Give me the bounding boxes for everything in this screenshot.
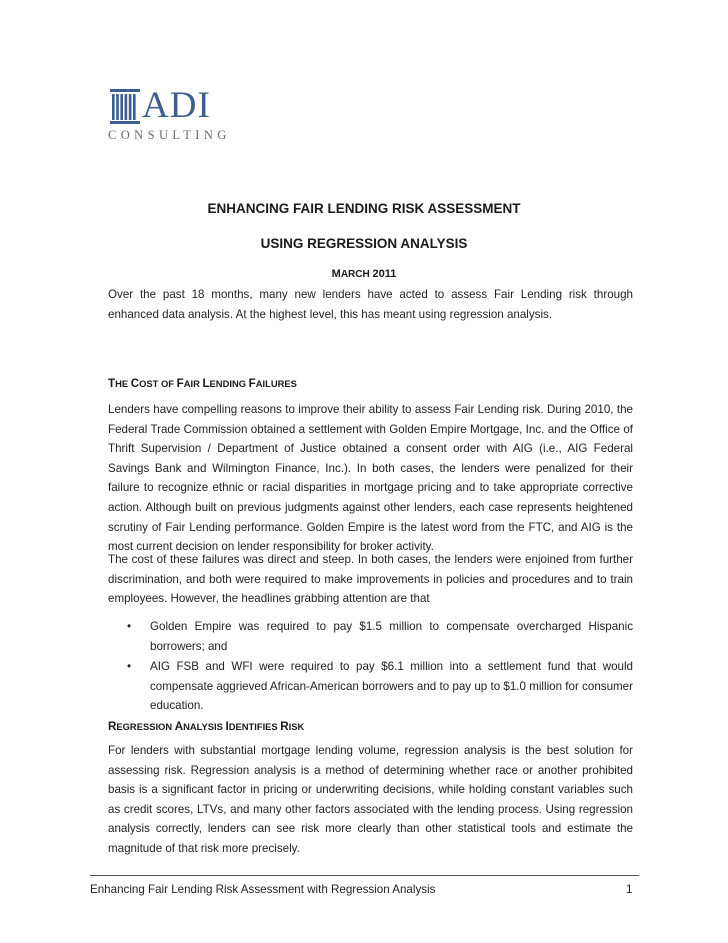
date-year: 2011 [372, 268, 397, 280]
document-date [0, 268, 728, 280]
smallcaps-rest: ISK [288, 721, 305, 732]
document-title-line2 [0, 236, 728, 251]
smallcaps-initial: R [392, 201, 402, 216]
column-logo-icon [109, 86, 143, 128]
smallcaps-rest: NALYSIS [183, 721, 226, 732]
bullet-icon: • [127, 620, 132, 633]
smallcaps-initial: R [307, 236, 317, 251]
smallcaps-rest: OST OF [139, 378, 177, 389]
logo-subtitle: CONSULTING [108, 128, 231, 142]
document-title-line1 [0, 201, 728, 216]
footer-divider [90, 875, 639, 876]
smallcaps-rest: EGRESSION [316, 236, 401, 251]
smallcaps-rest: AILURES [255, 378, 297, 389]
smallcaps-initial: R [280, 720, 289, 733]
smallcaps-initial: A [174, 720, 184, 733]
smallcaps-initial: A [427, 201, 438, 216]
smallcaps-rest: NHANCING [216, 201, 293, 216]
page-number: 1 [626, 883, 633, 896]
smallcaps-initial: F [176, 377, 184, 390]
logo-name: ADI [142, 85, 211, 126]
intro-paragraph: Over the past 18 months, many new lenders have acted to assess Fair Lending risk through enhanced data analysis. At the highest level, this has meant using regression analysis. [108, 288, 633, 321]
smallcaps-rest: ISK [401, 201, 428, 216]
smallcaps-initial: E [207, 201, 217, 216]
smallcaps-initial: I [225, 720, 229, 733]
section1-paragraph1: Lenders have compelling reasons to improve their ability to assess Fair Lending risk. During 2010, the Federal Trade Commission obtained a settlement with Golden Empire Mortgage, Inc. and the Office of Thrift Supervision / Department of Justice obtained a consent order with AIG (i.e., AIG Federal Savings Bank and Wilmington Finance, Inc.). In both cases, the lenders were penalized for their failure to recognize ethnic or racial disparities in mortgage pricing and to take appropriate corrective action. Although built on previous judgments against other lenders, each case represents heightened scrutiny of Fair Lending performance. Golden Empire is the latest word from the FTC, and AIG is the most current decision on lender responsibility for broker activity. [108, 403, 633, 554]
smallcaps-initial: F [248, 377, 256, 390]
date-cap: M [331, 268, 341, 280]
smallcaps-rest: ENDING [335, 201, 392, 216]
smallcaps-rest: HE [115, 378, 131, 389]
list-item-text: Golden Empire was required to pay $1.5 million to compensate overcharged Hispanic borrowers; and [150, 620, 633, 653]
smallcaps-initial: R [108, 720, 117, 733]
section-heading-regression [108, 720, 304, 733]
smallcaps-rest: AIR [183, 378, 203, 389]
bullet-icon: • [127, 660, 132, 673]
date-rest: ARCH [340, 269, 370, 280]
smallcaps-rest: EGRESSION [116, 721, 175, 732]
smallcaps-initial: F [292, 201, 301, 216]
smallcaps-rest: DENTIFIES [228, 721, 281, 732]
smallcaps-initial: A [400, 236, 411, 251]
smallcaps-rest: AIR [300, 201, 328, 216]
list-item-text: AIG FSB and WFI were required to pay $6.1 million into a settlement fund that would compensate aggrieved African-American borrowers and to pay up to $1.0 million for consumer education. [150, 660, 633, 713]
smallcaps-rest: SSESSMENT [437, 201, 521, 216]
smallcaps-initial: C [130, 377, 140, 390]
footer-title: Enhancing Fair Lending Risk Assessment with Regression Analysis [90, 883, 436, 896]
section2-paragraph: For lenders with substantial mortgage lending volume, regression analysis is the best solution for assessing risk. Regression analysis is a method of determining whether race or another prohibited basis is a significant factor in pricing or underwriting decisions, while holding constant variables such as credit scores, LTVs, and many other factors associated with the lending process. Using regression analysis correctly, lenders can see risk more clearly than other statistical tools and estimate the magnitude of that risk more precisely. [108, 744, 633, 855]
section1-paragraph2: The cost of these failures was direct and steep. In both cases, the lenders were enjoined from further discrimination, and both were required to make improvements in policies and procedures and to train employees. However, the headlines grabbing attention are that [108, 553, 633, 606]
smallcaps-initial: U [260, 236, 271, 251]
smallcaps-initial: T [108, 377, 116, 390]
smallcaps-initial: L [327, 201, 336, 216]
smallcaps-rest: NALYSIS [410, 236, 468, 251]
section-heading-cost [108, 377, 297, 390]
smallcaps-rest: SING [270, 236, 308, 251]
smallcaps-initial: L [202, 377, 210, 390]
smallcaps-rest: ENDING [209, 378, 249, 389]
